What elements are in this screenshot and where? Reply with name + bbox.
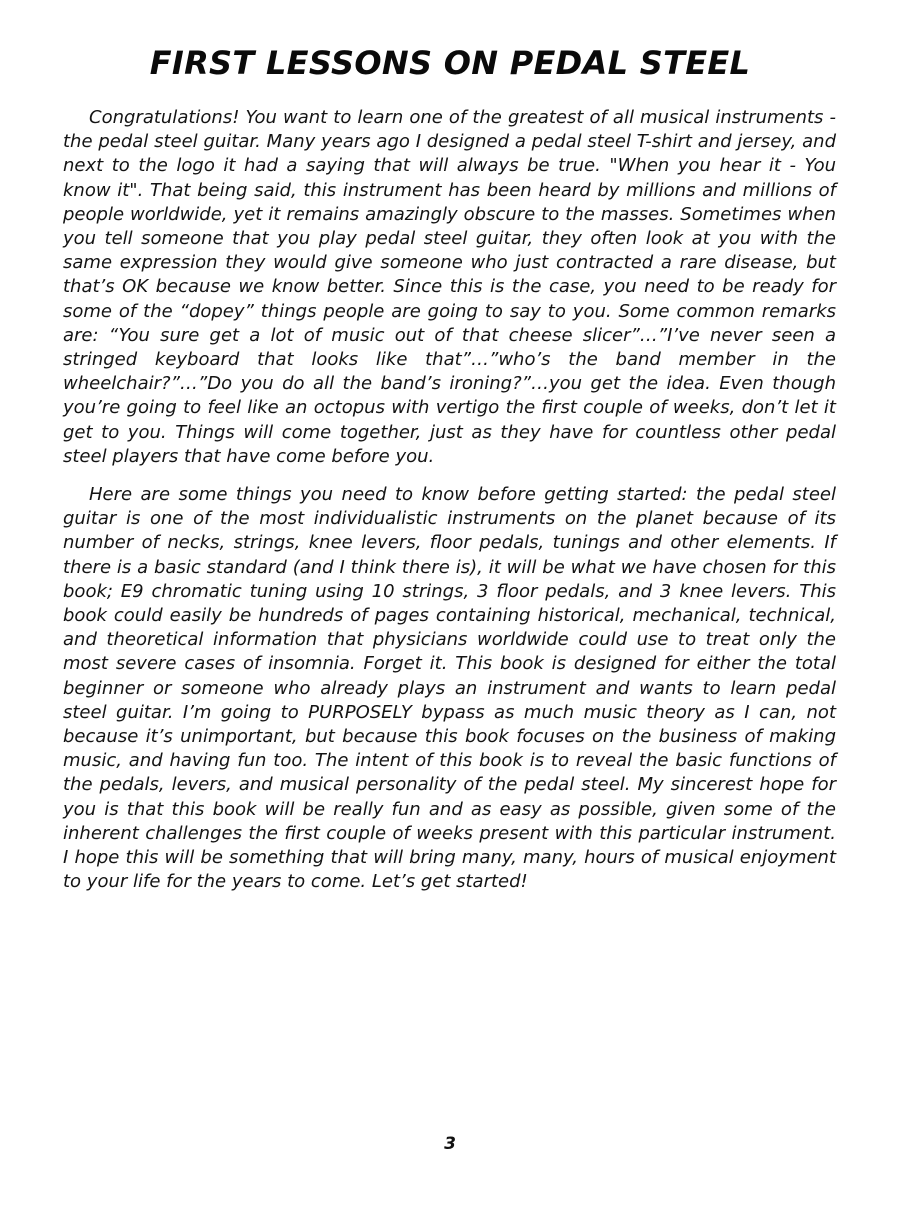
page-title: FIRST LESSONS ON PEDAL STEEL <box>149 44 751 82</box>
paragraph-getting-started: Here are some things you need to know before getting started: the pedal steel guitar is one of the most individualistic instruments on the planet because of its number of necks, strings, knee levers, floor pedals, tunings and other elements. If there is a basic standard (and I think there is), it will be what we have chosen for this book; E9 chromatic tuning using 10 strings, 3 floor pedals, and 3 knee levers. This book could easily be hundreds of pages containing historical, mechanical, technical, and theoretical information that physicians worldwide could use to treat only the most severe cases of insomnia. Forget it. This book is designed for either the total beginner or someone who already plays an instrument and wants to learn pedal steel guitar. I’m going to PURPOSELY bypass as much music theory as I can, not because it’s unimportant, but because this book focuses on the business of making music, and having fun too. The intent of this book is to reveal the basic functions of the pedals, levers, and musical personality of the pedal steel. My sincerest hope for you is that this book will be really fun and as easy as possible, given some of the inherent challenges the first couple of weeks present with this particular instrument. I hope this will be something that will bring many, many, hours of musical enjoyment to your life for the years to come. Let’s get started! <box>63 484 836 893</box>
paragraph-intro: Congratulations! You want to learn one of the greatest of all musical instruments - the pedal steel guitar. Many years ago I designed a pedal steel T-shirt and jersey, and next to the logo it had a saying that will always be true. "When you hear it - You know it". That being said, this instrument has been heard by millions and millions of people worldwide, yet it remains amazingly obscure to the masses. Sometimes when you tell someone that you play pedal steel guitar, they often look at you with the same expression they would give someone who just contracted a rare disease, but that’s OK because we know better. Since this is the case, you need to be ready for some of the “dopey” things people are going to say to you. Some common remarks are: “You sure get a lot of music out of that cheese slicer”…”I’ve never seen a stringed keyboard that looks like that”…”who’s the band member in the wheelchair?”…”Do you do all the band’s ironing?”…you get the idea. Even though you’re going to feel like an octopus with vertigo the first couple of weeks, don’t let it get to you. Things will come together, just as they have for countless other pedal steel players that have come before you. <box>63 107 836 467</box>
page-number: 3 <box>444 1134 456 1154</box>
body-text <box>63 106 836 909</box>
